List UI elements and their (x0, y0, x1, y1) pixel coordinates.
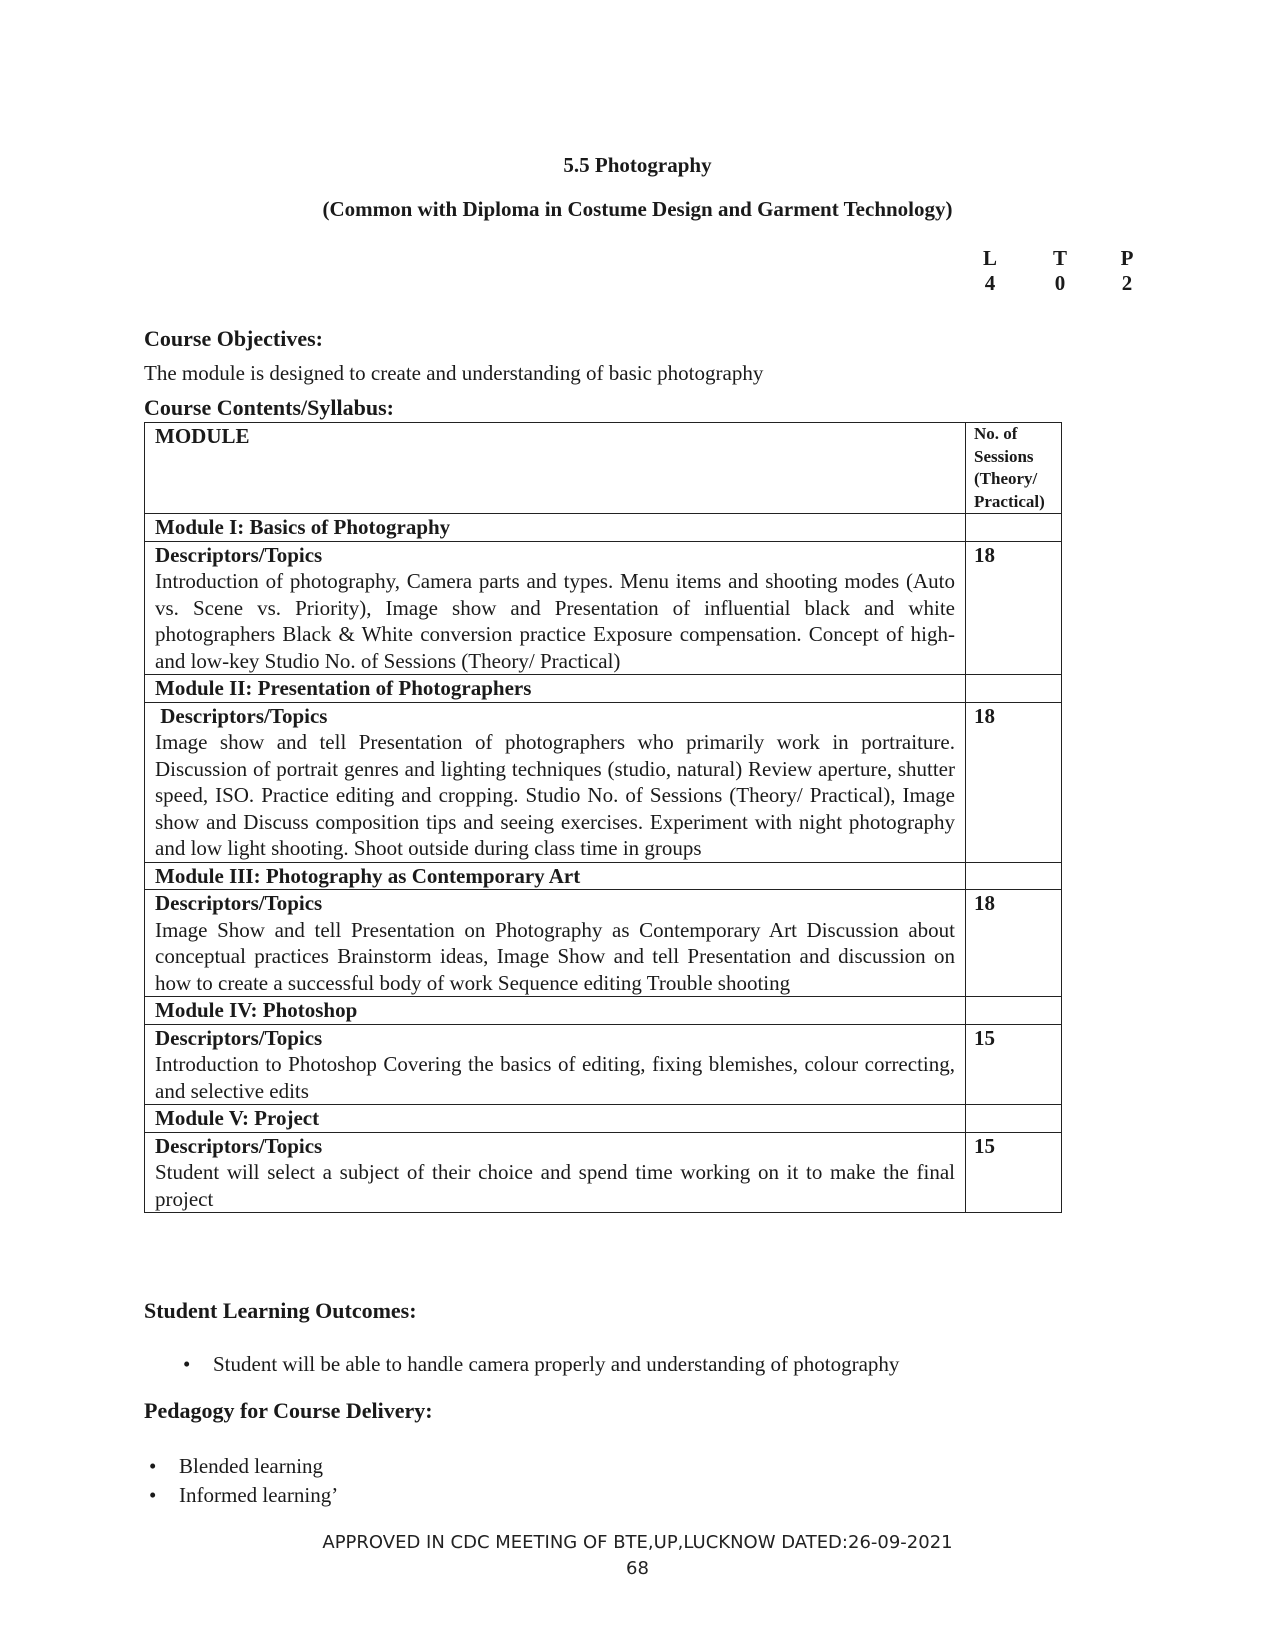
approval-footer: APPROVED IN CDC MEETING OF BTE,UP,LUCKNOW DATED:26-09-2021 (322, 1532, 953, 1553)
header-sessions: No. of Sessions (Theory/ Practical) (966, 423, 1062, 514)
module-desc-cell (145, 890, 966, 997)
module-desc-row (145, 1132, 1062, 1213)
descriptor-heading: Descriptors/Topics (155, 1133, 323, 1158)
module-desc-row (145, 541, 1062, 675)
descriptor-heading: Descriptors/Topics (155, 542, 323, 567)
objectives-text: The module is designed to create and understanding of basic photography (144, 361, 764, 385)
descriptor-heading: Descriptors/Topics (155, 1025, 323, 1050)
descriptor-heading: Descriptors/Topics (155, 891, 323, 915)
outcomes-heading: Student Learning Outcomes: (144, 1298, 417, 1323)
ltp-l-value: 4 (984, 271, 996, 295)
sessions-count: 15 (966, 1024, 1062, 1105)
module-title-sessions (966, 675, 1062, 703)
module-title-row (145, 514, 1062, 542)
list-item: • Informed learning’ (179, 1481, 338, 1510)
descriptor-text: Image show and tell Presentation of photographers who primarily work in portraiture. Discussion of portrait genres and lighting techniques (studio, natural) Review aperture, shutter speed, ISO. Practice editing and cropping. Studio No. of Sessions (Theory/ Practical), Image show and Discuss composition tips and seeing exercises. Experiment with night photography and low light shooting. Shoot outside during class time in groups (155, 730, 955, 860)
descriptor-text: Introduction to Photoshop Covering the basics of editing, fixing blemishes, colour correcting, and selective edits (155, 1052, 955, 1103)
descriptor-heading: Descriptors/Topics (155, 703, 328, 728)
ltp-t-label: T (1052, 246, 1067, 270)
ltp-p-value: 2 (1121, 271, 1133, 295)
module-desc-row (145, 1024, 1062, 1105)
module-title-row (145, 997, 1062, 1025)
descriptor-text: Student will select a subject of their choice and spend time working on it to make the final project (155, 1160, 955, 1211)
syllabus-heading: Course Contents/Syllabus: (144, 395, 394, 420)
module-desc-cell (145, 702, 966, 862)
module-title: Module I: Basics of Photography (145, 514, 966, 542)
course-subtitle: (Common with Diploma in Costume Design and Garment Technology) (322, 197, 953, 221)
module-desc-cell (145, 541, 966, 675)
module-title: Module III: Photography as Contemporary Art (145, 862, 966, 890)
sessions-count: 15 (966, 1132, 1062, 1213)
module-title-row (145, 862, 1062, 890)
list-item: • Blended learning (179, 1452, 338, 1481)
module-title-row (145, 1105, 1062, 1133)
table-header-row (145, 423, 1062, 514)
ltp-p-label: P (1120, 246, 1134, 270)
module-desc-row (145, 890, 1062, 997)
sessions-count: 18 (966, 702, 1062, 862)
module-title-sessions (966, 862, 1062, 890)
descriptor-text: Image Show and tell Presentation on Photography as Contemporary Art Discussion about conceptual practices Brainstorm ideas, Image Show and tell Presentation and discussion on how to create a successful body of work Sequence editing Trouble shooting (155, 917, 955, 995)
sessions-count: 18 (966, 541, 1062, 675)
ltp-l-label: L (982, 246, 997, 270)
objectives-heading: Course Objectives: (144, 326, 324, 351)
pedagogy-heading: Pedagogy for Course Delivery: (144, 1398, 433, 1423)
list-item: • Student will be able to handle camera properly and understanding of photography (213, 1352, 899, 1377)
sessions-count: 18 (966, 890, 1062, 997)
descriptor-text: Introduction of photography, Camera parts and types. Menu items and shooting modes (Auto vs. Scene vs. Priority), Image show and Presentation of influential black and white photographers Black & White conversion practice Exposure compensation. Concept of high- and low-key Studio No. of Sessions (Theory/ Practical) (155, 569, 955, 673)
module-desc-row (145, 702, 1062, 862)
module-desc-cell (145, 1024, 966, 1105)
module-title: Module IV: Photoshop (145, 997, 966, 1025)
page-number: 68 (626, 1558, 649, 1579)
outcomes-list (213, 1352, 899, 1377)
course-title: 5.5 Photography (563, 153, 712, 177)
header-module: MODULE (145, 423, 966, 514)
module-title-sessions (966, 1105, 1062, 1133)
module-title-row (145, 675, 1062, 703)
module-desc-cell (145, 1132, 966, 1213)
module-title-sessions (966, 997, 1062, 1025)
module-title: Module V: Project (145, 1105, 966, 1133)
pedagogy-list (179, 1452, 338, 1510)
syllabus-table (144, 422, 1062, 1213)
ltp-t-value: 0 (1054, 271, 1066, 295)
module-title-sessions (966, 514, 1062, 542)
module-title: Module II: Presentation of Photographers (145, 675, 966, 703)
